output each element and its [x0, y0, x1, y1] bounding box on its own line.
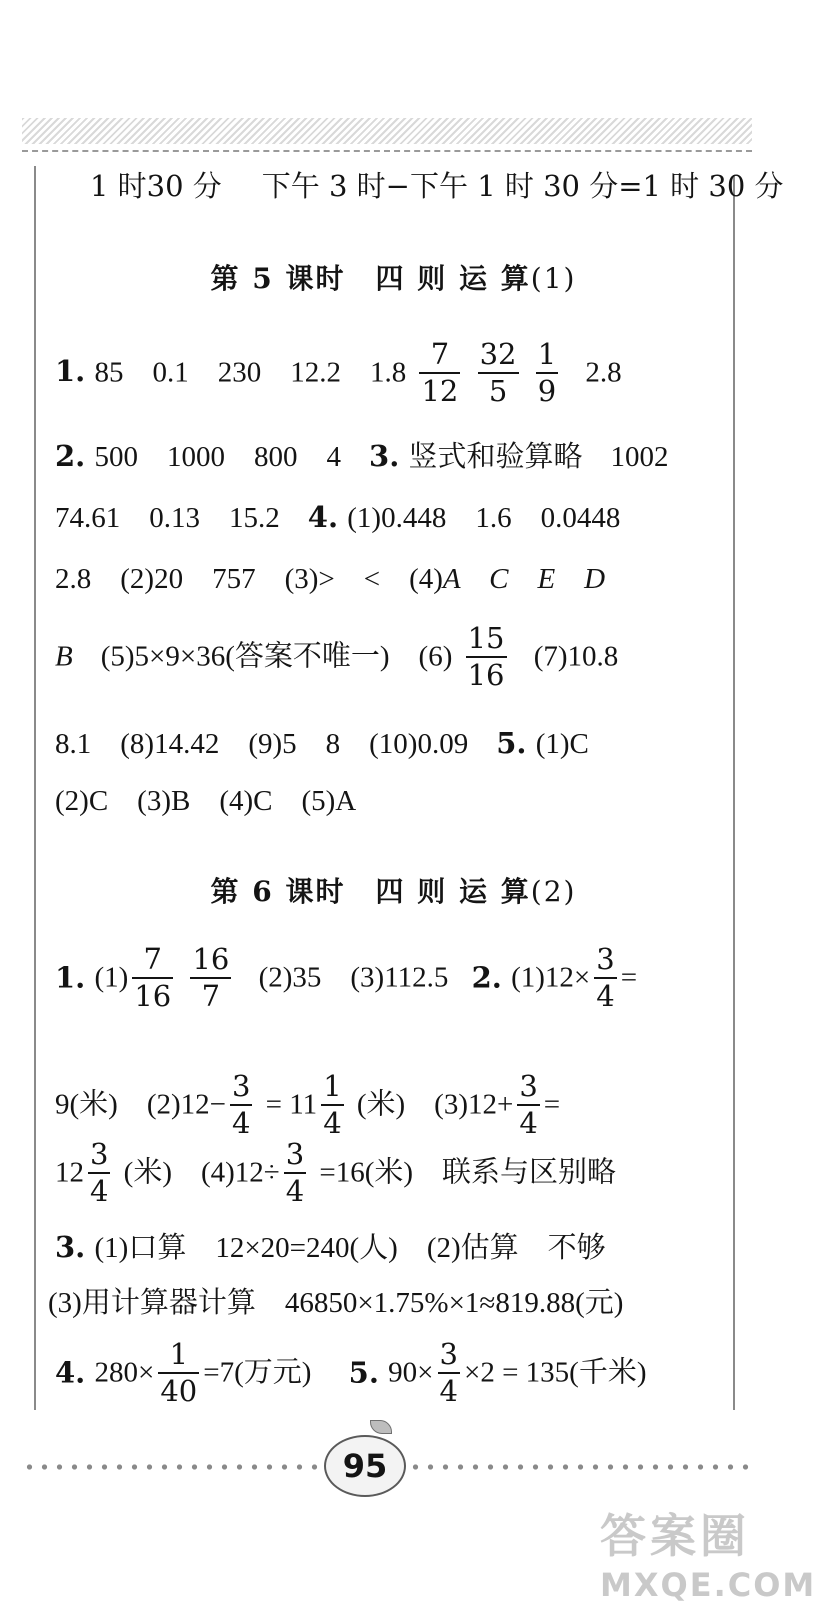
fraction [284, 1137, 306, 1208]
fraction-numerator: 3 [594, 945, 616, 979]
answer-values: 74.61 0.13 15.2 [55, 502, 280, 534]
fraction-numerator: 3 [517, 1072, 539, 1106]
fraction-numerator: 3 [284, 1140, 306, 1174]
fraction [190, 942, 231, 1013]
lesson-6-heading [0, 870, 787, 910]
answer-text: (米) (4)12÷ [123, 1156, 280, 1189]
fraction [321, 1069, 343, 1140]
fraction-denominator: 4 [596, 979, 615, 1013]
fraction-numerator: 7 [132, 945, 173, 979]
answer-values: (2)C (3)B (4)C (5)A [55, 785, 357, 817]
question-label: 4. [55, 1355, 86, 1390]
answer-text: (1)口算 12×20=240(人) (2)估算 不够 [94, 1232, 606, 1264]
fraction-denominator: 40 [160, 1374, 198, 1408]
answer-value: 2.8 [585, 356, 622, 389]
lesson-5-line-3 [55, 500, 621, 534]
question-label: 5. [496, 726, 527, 760]
fraction-numerator: 3 [88, 1140, 110, 1174]
question-label: 1. [55, 960, 86, 995]
question-label: 5. [348, 1355, 379, 1390]
lesson-5-heading [0, 257, 787, 297]
answer-text: 12 [55, 1156, 84, 1189]
fraction [536, 337, 558, 408]
lesson-5-line-2 [55, 439, 669, 473]
page-number-badge [324, 1435, 406, 1497]
equals-sign: = [620, 961, 638, 994]
watermark-logo [600, 1500, 816, 1604]
page-number: 95 [342, 1447, 388, 1485]
fraction-numerator: 3 [230, 1072, 252, 1106]
fraction [132, 942, 173, 1013]
answer-text: =7(万元) [203, 1356, 312, 1389]
fraction-numerator: 1 [321, 1072, 343, 1106]
lesson-6-line-6 [55, 1337, 647, 1408]
answer-text: ×2 = 135(千米) [463, 1356, 647, 1389]
fraction [478, 337, 519, 408]
lesson-6-heading-number: (2) [530, 875, 577, 908]
fraction-numerator: 15 [466, 624, 507, 658]
lesson-6-line-3 [55, 1137, 617, 1208]
fraction-denominator: 9 [537, 374, 557, 408]
answer-values: 2.8 (2)20 757 (3)> < (4) [55, 563, 443, 595]
lesson-5-line-5 [55, 621, 619, 692]
lesson-5-line-7 [55, 786, 356, 816]
fraction-denominator: 7 [201, 979, 221, 1013]
answer-text: (米) (3)12+ [356, 1088, 514, 1121]
top-hatched-border [22, 118, 752, 144]
time-answer-b: 下午 3 时−下午 1 时 30 分=1 时 30 分 [261, 169, 784, 203]
answer-text: =16(米) 联系与区别略 [319, 1156, 617, 1189]
lesson-6-heading-text: 第 6 课时 四 则 运 算 [210, 875, 531, 908]
fraction [594, 942, 616, 1013]
fraction-numerator: 1 [158, 1340, 199, 1374]
footer-dotted-border-right [408, 1462, 753, 1472]
fraction-numerator: 16 [190, 945, 231, 979]
question-label: 2. [471, 960, 502, 995]
fraction [88, 1137, 110, 1208]
answer-text: (1)12× [511, 961, 591, 994]
time-answer-a: 1 时30 分 [90, 169, 222, 203]
answer-text: 280× [94, 1356, 155, 1389]
fraction-denominator: 4 [285, 1174, 305, 1208]
lesson-5-line-6 [55, 726, 589, 760]
fraction [158, 1337, 199, 1408]
answer-letters: A C E D [442, 563, 606, 595]
fraction-numerator: 32 [478, 340, 519, 374]
answer-value: (1)C [535, 728, 589, 760]
fraction [230, 1069, 252, 1140]
lesson-6-line-2 [55, 1069, 561, 1140]
fraction-numerator: 1 [536, 340, 558, 374]
question-label: 3. [55, 1230, 86, 1264]
fraction-denominator: 4 [231, 1106, 251, 1140]
answer-text: 9(米) (2)12− [55, 1088, 226, 1121]
question-label: 2. [55, 439, 86, 473]
watermark-top-text: 答案圈 [600, 1509, 750, 1563]
answer-values: 500 1000 800 4 [94, 441, 342, 473]
fraction-numerator: 3 [438, 1340, 460, 1374]
question-label: 4. [307, 500, 339, 534]
answer-values: (5)5×9×36(答案不唯一) (6) [100, 640, 453, 673]
answer-values: 85 0.1 230 12.2 1.8 [94, 356, 407, 389]
fraction-denominator: 5 [488, 374, 508, 408]
lesson-6-line-5 [48, 1288, 623, 1318]
lesson-5-line-4 [55, 564, 605, 594]
equals-sign: = [543, 1088, 561, 1121]
answer-text: = 11 [265, 1088, 318, 1121]
fraction-denominator: 4 [90, 1174, 109, 1208]
answer-values: (1)0.448 1.6 0.0448 [347, 502, 621, 534]
answer-text: (1) [94, 961, 129, 994]
fraction-denominator: 4 [519, 1106, 538, 1140]
answer-text: (3)用计算器计算 46850×1.75%×1≈819.88(元) [48, 1287, 624, 1319]
lesson-6-line-1 [55, 942, 638, 1013]
answer-letter: B [55, 640, 73, 673]
fraction [438, 1337, 460, 1408]
fraction-denominator: 16 [134, 979, 172, 1013]
answer-text: 90× [388, 1356, 434, 1389]
apple-leaf-icon [370, 1420, 392, 1434]
answer-value: 1002 [610, 441, 669, 473]
fraction-numerator: 7 [419, 340, 460, 374]
left-margin-rule [34, 166, 36, 1410]
fraction [419, 337, 460, 408]
lesson-5-heading-number: (1) [530, 262, 577, 295]
answer-note: 竖式和验算略 [408, 439, 583, 473]
fraction-denominator: 12 [421, 374, 459, 408]
question-label: 1. [55, 354, 86, 388]
answer-values: 8.1 (8)14.42 (9)5 8 (10)0.09 [55, 728, 469, 760]
footer-dotted-border-left [22, 1462, 322, 1472]
fraction [517, 1069, 539, 1140]
answer-value: (7)10.8 [533, 640, 619, 673]
answer-values: (2)35 (3)112.5 [258, 961, 449, 994]
fraction [466, 621, 507, 692]
lesson-6-line-4 [55, 1230, 606, 1264]
right-margin-rule [733, 175, 735, 1410]
fraction-denominator: 16 [467, 658, 505, 692]
lesson-5-line-1 [55, 337, 622, 408]
top-dashed-divider [22, 150, 752, 152]
fraction-denominator: 4 [323, 1106, 342, 1140]
answer-line-time [90, 169, 784, 203]
question-label: 3. [369, 439, 400, 473]
fraction-denominator: 4 [439, 1374, 458, 1408]
watermark-bottom-text: MXQE.COM [600, 1566, 816, 1604]
lesson-5-heading-text: 第 5 课时 四 则 运 算 [210, 262, 531, 295]
